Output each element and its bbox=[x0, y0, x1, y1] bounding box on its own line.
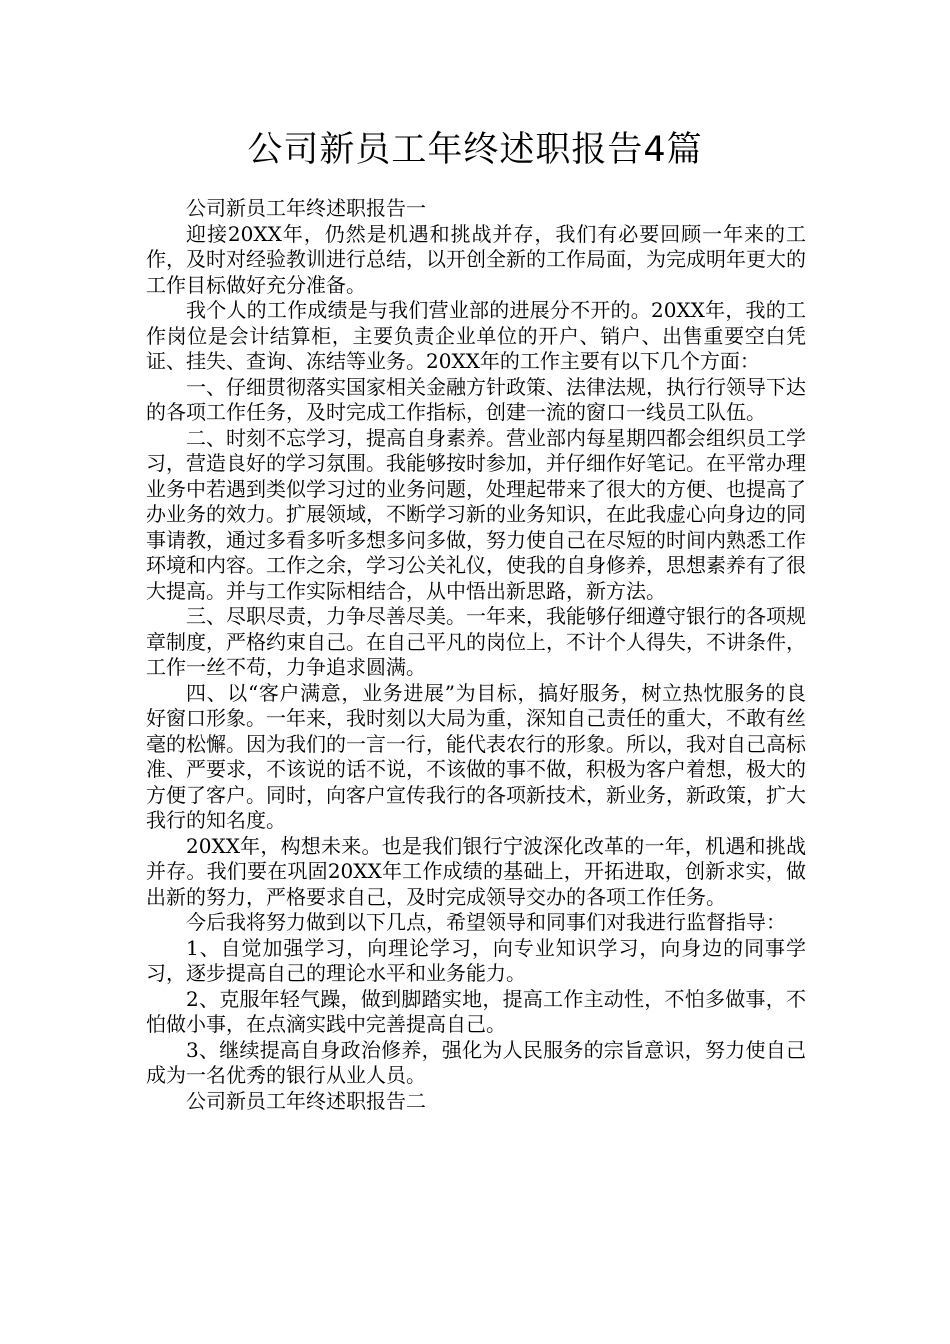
section-heading-two: 公司新员工年终述职报告二 bbox=[186, 1088, 426, 1113]
paragraph-intro: 迎接20XX年，仍然是机遇和挑战并存，我们有必要回顾一年来的工作，及时对经验教训进行总结，以开创全新的工作局面，为完成明年更大的工作目标做好充分准备。 bbox=[146, 221, 806, 297]
paragraph-point-2: 二、时刻不忘学习，提高自身素养。营业部内每星期四都会组织员工学习，营造良好的学习氛围。我能够按时参加，并仔细作好笔记。在平常办理业务中若遇到类似学习过的业务问题，处理起带来了很大的方便、也提高了办业务的效力。扩展领域，不断学习新的业务知识，在此我虚心向身边的同事请教，通过多看多听多想多问多做，努力使自己在尽短的时间内熟悉工作环境和内容。工作之余，学习公关礼仪，使我的自身修养，思想素养有了很大提高。并与工作实际相结合，从中悟出新思路，新方法。 bbox=[146, 425, 806, 603]
section-heading-one: 公司新员工年终述职报告一 bbox=[186, 196, 426, 220]
paragraph-point-3: 三、尽职尽责，力争尽善尽美。一年来，我能够仔细遵守银行的各项规章制度，严格约束自己。在自己平凡的岗位上，不计个人得失，不讲条件，工作一丝不苟，力争追求圆满。 bbox=[146, 604, 806, 679]
paragraph-position: 我个人的工作成绩是与我们营业部的进展分不开的。20XX年，我的工作岗位是会计结算柜，主要负责企业单位的开户、销户、出售重要空白凭证、挂失、查询、冻结等业务。20XX年的工作主要有以下几个方面： bbox=[146, 298, 806, 373]
paragraph-point-1: 一、仔细贯彻落实国家相关金融方针政策、法律法规，执行行领导下达的各项工作任务，及时完成工作指标，创建一流的窗口一线员工队伍。 bbox=[146, 374, 806, 424]
paragraph-point-4: 四、以“客户满意，业务进展”为目标，搞好服务，树立热忱服务的良好窗口形象。一年来，我时刻以大局为重，深知自己责任的重大，不敢有丝毫的松懈。因为我们的一言一行，能代表农行的形象。所以，我对自己高标准、严要求，不该说的话不说，不该做的事不做，积极为客户着想，极大的方便了客户。同时，向客户宣传我行的各项新技术，新业务，新政策，扩大我行的知名度。 bbox=[146, 680, 806, 832]
paragraph-plan-3: 3、继续提高自身政治修养，强化为人民服务的宗旨意识，努力使自己成为一名优秀的银行从业人员。 bbox=[146, 1037, 806, 1087]
paragraph-plan-1: 1、自觉加强学习，向理论学习，向专业知识学习，向身边的同事学习，逐步提高自己的理论水平和业务能力。 bbox=[146, 935, 806, 985]
paragraph-plan-2: 2、克服年轻气躁，做到脚踏实地，提高工作主动性，不怕多做事，不怕做小事，在点滴实践中完善提高自己。 bbox=[146, 986, 806, 1036]
paragraph-plan-intro: 今后我将努力做到以下几点，希望领导和同事们对我进行监督指导： bbox=[186, 910, 786, 934]
document-body bbox=[146, 196, 806, 1114]
paragraph-outlook: 20XX年，构想未来。也是我们银行宁波深化改革的一年，机遇和挑战并存。我们要在巩固20XX年工作成绩的基础上，开拓进取，创新求实，做出新的努力，严格要求自己，及时完成领导交办的各项工作任务。 bbox=[146, 833, 806, 909]
document-title: 公司新员工年终述职报告4篇 bbox=[247, 130, 703, 170]
